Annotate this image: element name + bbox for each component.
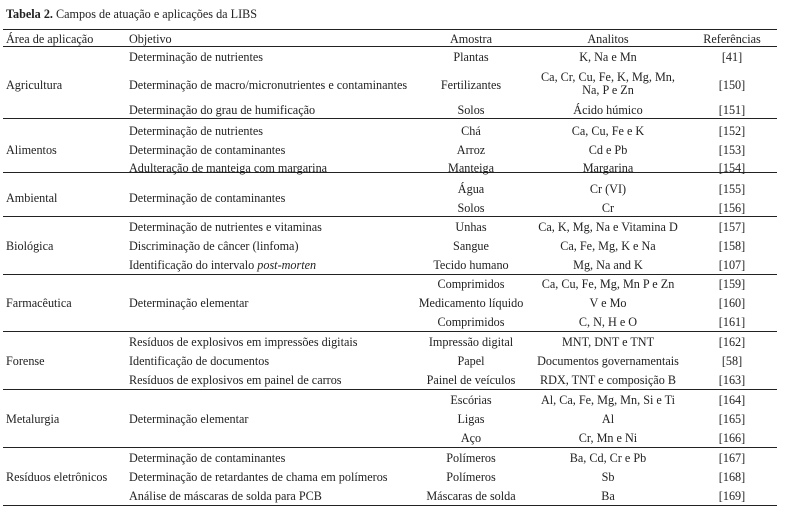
objetivo-cell: Determinação de contaminantes [129,451,286,465]
amostra-cell: Painel de veículos [426,373,516,387]
reference-cell: [58] [721,354,743,368]
objetivo-cell: Análise de máscaras de solda para PCB [129,489,322,503]
analitos-cell: Ba, Cd, Cr e Pb [569,451,647,465]
table-label: Tabela 2. [6,7,53,21]
area-label: Agricultura [6,78,63,92]
objetivo-cell: Adulteração de manteiga com margarina [129,161,328,175]
reference-cell: [163] [718,373,746,387]
analitos-cell: K, Na e Mn [579,50,637,64]
objetivo-cell: Determinação de contaminantes [129,143,286,157]
group-divider [3,118,777,119]
reference-cell: [151] [718,103,746,117]
analitos-cell: Ácido húmico [573,103,643,117]
amostra-cell: Máscaras de solda [426,489,516,503]
amostra-cell: Água [457,182,485,196]
reference-cell: [158] [718,239,746,253]
amostra-cell: Plantas [453,50,489,64]
reference-cell: [165] [718,412,746,426]
header-objetivo: Objetivo [129,32,172,46]
amostra-cell: Tecido humano [433,258,509,272]
objetivo-cell: Determinação de contaminantes [129,191,286,205]
reference-cell: [161] [718,315,746,329]
table-top-rule [3,29,777,30]
group-divider [3,216,777,217]
objetivo-cell: Resíduos de explosivos em impressões digitais [129,335,358,349]
area-label: Forense [6,354,45,368]
table-title: Campos de atuação e aplicações da LIBS [56,7,258,21]
analitos-cell: V e Mo [589,296,627,310]
amostra-cell: Chá [461,124,481,138]
amostra-cell: Manteiga [447,161,495,175]
analitos-cell: Margarina [582,161,634,175]
amostra-cell: Unhas [455,220,487,234]
header-analitos: Analitos [587,32,629,46]
objetivo-cell: Determinação de nutrientes e vitaminas [129,220,322,234]
analitos-cell: Ca, Cr, Cu, Fe, K, Mg, Mn, Na, P e Zn [541,70,675,97]
analitos-cell: Ca, Cu, Fe, Mg, Mn P e Zn [541,277,675,291]
reference-cell: [162] [718,335,746,349]
group-divider [3,274,777,275]
amostra-cell: Escórias [450,393,492,407]
analitos-cell: C, N, H e O [578,315,638,329]
reference-cell: [159] [718,277,746,291]
amostra-cell: Polímeros [446,470,496,484]
reference-cell: [41] [721,50,743,64]
objetivo-cell: Resíduos de explosivos em painel de carros [129,373,342,387]
objetivo-italic-text: post-morten [257,258,317,272]
reference-cell: [167] [718,451,746,465]
reference-cell: [153] [718,143,746,157]
objetivo-cell: Discriminação de câncer (linfoma) [129,239,299,253]
objetivo-text: Identificação do intervalo [129,258,258,272]
area-label: Resíduos eletrônicos [6,470,108,484]
amostra-cell: Fertilizantes [440,78,502,92]
area-label: Ambiental [6,191,58,205]
objetivo-cell: Determinação de nutrientes [129,50,264,64]
reference-cell: [107] [718,258,746,272]
header-amostra: Amostra [450,32,492,46]
analitos-cell: Al [601,412,615,426]
objetivo-cell: Determinação do grau de humificação [129,103,316,117]
amostra-cell: Impressão digital [428,335,514,349]
reference-cell: [169] [718,489,746,503]
objetivo-cell: Determinação de retardantes de chama em polímeros [129,470,388,484]
objetivo-cell: Identificação de documentos [129,354,270,368]
amostra-cell: Comprimidos [437,277,505,291]
analitos-cell: Cr [601,201,615,215]
analitos-cell: Ca, K, Mg, Na e Vitamina D [538,220,678,234]
objetivo-cell: Determinação elementar [129,412,249,426]
reference-cell: [166] [718,431,746,445]
header-rule [3,46,777,47]
analitos-cell: Cd e Pb [588,143,628,157]
analitos-cell: Mg, Na and K [573,258,643,272]
group-divider [3,331,777,332]
amostra-cell: Medicamento líquido [418,296,524,310]
amostra-cell: Sangue [453,239,489,253]
amostra-cell: Comprimidos [437,315,505,329]
reference-cell: [157] [718,220,746,234]
amostra-cell: Solos [457,201,485,215]
reference-cell: [155] [718,182,746,196]
area-label: Alimentos [6,143,57,157]
area-label: Metalurgia [6,412,60,426]
objetivo-cell: Determinação de nutrientes [129,124,264,138]
analitos-cell: Sb [601,470,615,484]
reference-cell: [164] [718,393,746,407]
analitos-cell: Ca, Fe, Mg, K e Na [560,239,656,253]
group-divider [3,447,777,448]
analitos-cell: Documentos governamentais [537,354,679,368]
area-label: Farmacêutica [6,296,72,310]
header-area: Área de aplicação [6,32,94,46]
amostra-cell: Papel [457,354,485,368]
reference-cell: [150] [718,78,746,92]
group-divider [3,389,777,390]
header-referencias: Referências [703,32,761,46]
reference-cell: [160] [718,296,746,310]
objetivo-cell: Determinação elementar [129,296,249,310]
analitos-cell: Cr, Mn e Ni [578,431,638,445]
reference-cell: [152] [718,124,746,138]
analitos-cell: Al, Ca, Fe, Mg, Mn, Si e Ti [540,393,676,407]
reference-cell: [154] [718,161,746,175]
reference-cell: [156] [718,201,746,215]
analitos-cell: Ca, Cu, Fe e K [571,124,645,138]
reference-cell: [168] [718,470,746,484]
objetivo-cell: Determinação de macro/micronutrientes e contaminantes [129,78,408,92]
analitos-cell: MNT, DNT e TNT [561,335,655,349]
table-bottom-rule [3,505,777,506]
objetivo-cell [129,258,316,272]
table-caption [6,7,257,22]
amostra-cell: Solos [457,103,485,117]
analitos-cell: RDX, TNT e composição B [540,373,676,387]
amostra-cell: Aço [460,431,482,445]
amostra-cell: Polímeros [446,451,496,465]
analitos-cell: Ba [601,489,615,503]
area-label: Biológica [6,239,54,253]
analitos-cell: Cr (VI) [589,182,627,196]
amostra-cell: Ligas [457,412,485,426]
amostra-cell: Arroz [456,143,486,157]
